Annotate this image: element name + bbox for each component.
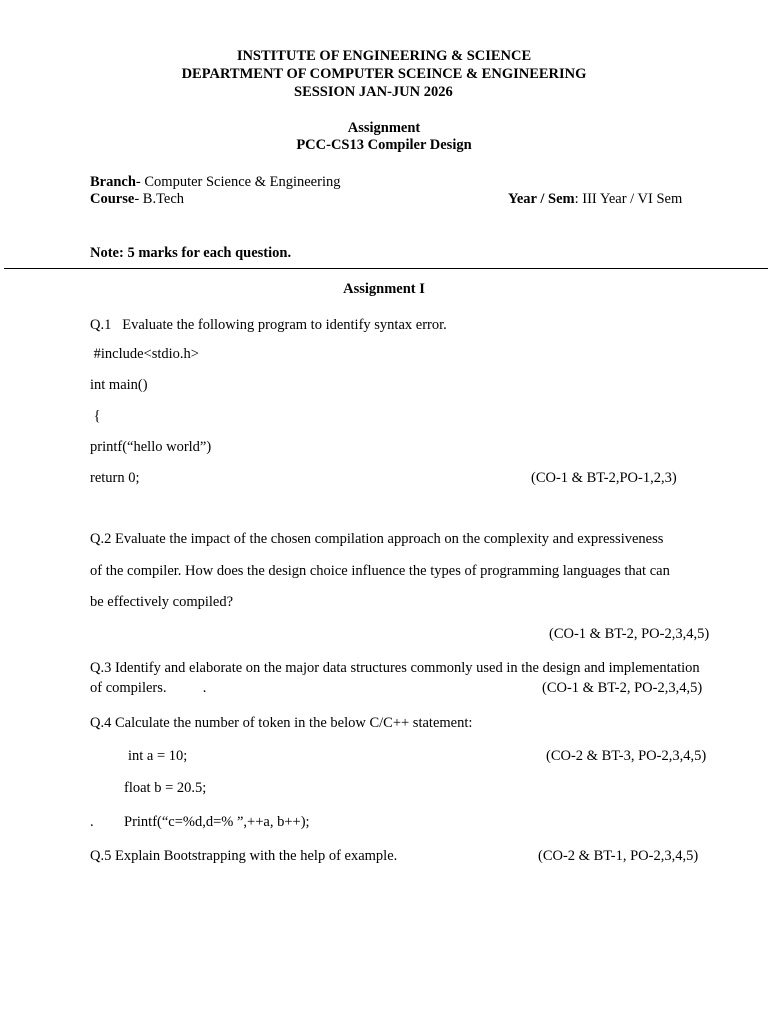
course-value: - B.Tech xyxy=(134,191,185,207)
question-4-outcomes: (CO-2 & BT-3, PO-2,3,4,5) xyxy=(546,748,707,764)
question-2-outcomes: (CO-1 & BT-2, PO-2,3,4,5) xyxy=(549,626,710,642)
question-2-line: of the compiler. How does the design choice influence the types of programming languages that can xyxy=(90,563,670,579)
section-title: Assignment I xyxy=(343,281,425,297)
session: SESSION JAN-JUN 2026 xyxy=(294,84,453,100)
q1-code-line: int main() xyxy=(90,377,148,393)
q4-dot: . xyxy=(90,814,94,830)
q4-code-line: int a = 10; xyxy=(128,748,188,764)
question-2-line: be effectively compiled? xyxy=(90,594,234,610)
course-code-title: PCC-CS13 Compiler Design xyxy=(296,137,472,153)
marks-note: Note: 5 marks for each question. xyxy=(90,245,292,261)
question-3-outcomes: (CO-1 & BT-2, PO-2,3,4,5) xyxy=(542,680,703,696)
course-label: Course xyxy=(90,191,135,207)
question-3-line: Q.3 Identify and elaborate on the major data structures commonly used in the design and implementation xyxy=(90,660,700,676)
question-1-text: Q.1 Evaluate the following program to identify syntax error. xyxy=(90,317,447,333)
question-1-outcomes: (CO-1 & BT-2,PO-1,2,3) xyxy=(531,470,677,486)
branch-line xyxy=(90,175,340,190)
q1-code-line: { xyxy=(90,408,101,424)
department-name: DEPARTMENT OF COMPUTER SCEINCE & ENGINEERING xyxy=(181,66,587,82)
q1-code-line: printf(“hello world”) xyxy=(90,439,212,455)
branch-value: - Computer Science & Engineering xyxy=(135,174,341,190)
q1-code-line: return 0; xyxy=(90,470,140,486)
course-line xyxy=(90,192,184,207)
question-4-text: Q.4 Calculate the number of token in the below C/C++ statement: xyxy=(90,715,473,731)
horizontal-divider xyxy=(4,268,768,269)
question-5-outcomes: (CO-2 & BT-1, PO-2,3,4,5) xyxy=(538,848,699,864)
q4-code-line: Printf(“c=%d,d=% ”,++a, b++); xyxy=(124,814,310,830)
question-5-text: Q.5 Explain Bootstrapping with the help of example. xyxy=(90,848,398,864)
question-3-line: of compilers. . xyxy=(90,680,207,696)
year-sem-value: : III Year / VI Sem xyxy=(574,191,683,207)
q1-code-line: #include<stdio.h> xyxy=(90,346,199,362)
year-sem-label: Year / Sem xyxy=(508,191,575,207)
year-sem-line xyxy=(508,192,682,207)
question-2-line: Q.2 Evaluate the impact of the chosen compilation approach on the complexity and expressiveness xyxy=(90,531,664,547)
institute-name: INSTITUTE OF ENGINEERING & SCIENCE xyxy=(236,48,532,64)
branch-label: Branch xyxy=(90,174,136,190)
q4-code-line: float b = 20.5; xyxy=(124,780,207,796)
assignment-title: Assignment xyxy=(347,120,421,136)
